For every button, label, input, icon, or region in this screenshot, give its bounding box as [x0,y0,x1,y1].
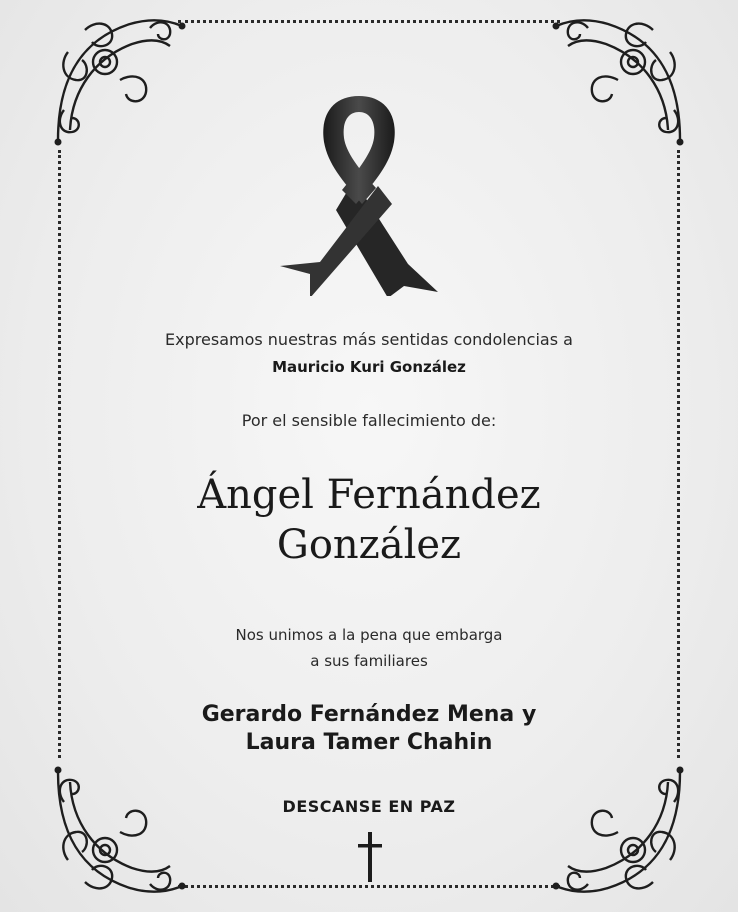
ornamental-corner-icon [548,762,688,902]
ornamental-corner-icon [548,10,688,150]
family-names [0,701,738,757]
passing-notice: Por el sensible fallecimiento de: [241,411,497,430]
unite-message-line1: Nos unimos a la pena que embarga [235,626,503,644]
ornamental-corner-icon [50,10,190,150]
unite-message-line2: a sus familiares [310,652,428,670]
mourning-ribbon-icon [280,94,438,296]
unite-message [0,622,738,674]
cross-icon [357,832,383,882]
family-names-line2: Laura Tamer Chahin [245,730,493,755]
family-names-line1: Gerardo Fernández Mena y [201,702,537,727]
rest-in-peace: DESCANSE EN PAZ [282,797,456,816]
deceased-name [0,470,738,570]
recipient-name: Mauricio Kuri González [272,358,466,376]
deceased-name-line2: González [276,522,462,568]
ornamental-corner-icon [50,762,190,902]
border-bottom-dotted [178,885,560,888]
condolence-intro: Expresamos nuestras más sentidas condolencias a [165,330,573,349]
border-top-dotted [178,20,560,23]
deceased-name-line1: Ángel Fernández [197,472,541,518]
